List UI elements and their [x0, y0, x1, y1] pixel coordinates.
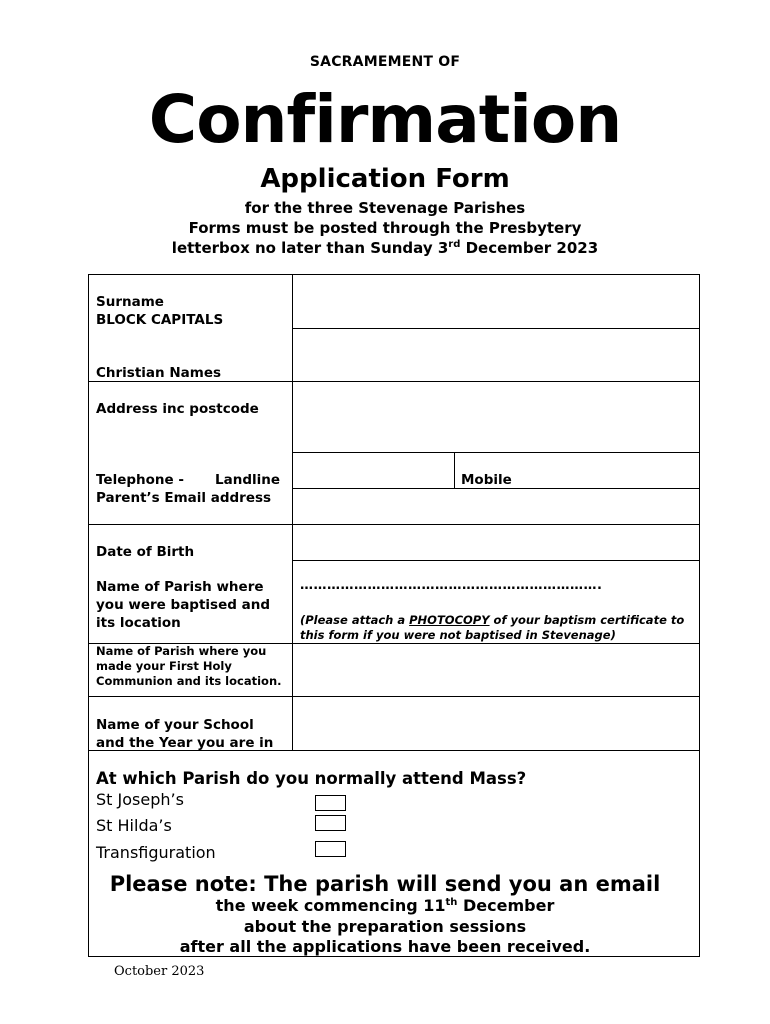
please-note-line-3: after all the applications have been received.: [179, 937, 591, 956]
christian-names-field[interactable]: [296, 331, 696, 379]
photocopy-emphasis: PHOTOCOPY: [409, 613, 490, 627]
mass-parish-question: At which Parish do you normally attend Mass?: [96, 769, 527, 788]
communion-label-line-1: Name of Parish where you: [96, 644, 267, 658]
baptism-parish-label: [96, 578, 270, 632]
surname-field[interactable]: [296, 278, 696, 326]
address-field[interactable]: [296, 384, 696, 450]
communion-label-line-3: Communion and its location.: [96, 674, 282, 688]
telephone-label: Telephone -: [96, 472, 184, 488]
please-note-heading: Please note: The parish will send you an email: [109, 872, 661, 896]
baptism-label-line-3: its location: [96, 615, 181, 631]
telephone-divider: [454, 452, 455, 488]
row-divider: [292, 328, 700, 329]
option-st-josephs-label: St Joseph’s: [96, 790, 184, 809]
deadline-text: letterbox no later than Sunday 3: [171, 239, 449, 257]
surname-label: [96, 293, 223, 329]
deadline-ordinal: rd: [448, 239, 461, 250]
baptism-label-line-2: you were baptised and: [96, 597, 270, 613]
please-note-line-2: about the preparation sessions: [243, 917, 527, 936]
surname-label-hint: BLOCK CAPITALS: [96, 312, 224, 328]
photocopy-note-text: (Please attach a: [300, 613, 410, 627]
christian-names-label: Christian Names: [96, 365, 222, 381]
intro-line-1: for the three Stevenage Parishes: [244, 199, 526, 217]
intro-line-3: [0, 238, 770, 258]
option-transfiguration-checkbox[interactable]: [315, 841, 346, 857]
dob-label: Date of Birth: [96, 544, 195, 560]
school-label-line-1: Name of your School: [96, 717, 254, 733]
school-label-line-2: and the Year you are in: [96, 735, 274, 751]
option-st-hildas-label: St Hilda’s: [96, 816, 172, 835]
please-note-week: the week commencing 11: [215, 896, 446, 915]
page-title: Confirmation: [148, 81, 622, 158]
table-border-left: [88, 274, 89, 957]
please-note-month: December: [457, 896, 555, 915]
intro-line-2: Forms must be posted through the Presbytery: [188, 219, 582, 237]
landline-label: Landline: [215, 472, 281, 488]
row-divider: [292, 452, 700, 453]
communion-parish-label: [96, 644, 282, 689]
landline-field[interactable]: [296, 455, 451, 486]
row-divider: [88, 696, 700, 697]
photocopy-note-text-end: of your baptism certificate to this form if you were not baptised in Stevenage): [300, 613, 685, 642]
footer-date: October 2023: [114, 964, 205, 979]
please-note-ordinal: th: [445, 897, 458, 908]
surname-label-text: Surname: [96, 294, 164, 310]
communion-label-line-2: made your First Holy: [96, 659, 232, 673]
row-divider: [88, 524, 700, 525]
mobile-field[interactable]: [520, 455, 696, 486]
option-st-hildas-checkbox[interactable]: [315, 815, 346, 831]
dob-field[interactable]: [296, 527, 696, 558]
school-field[interactable]: [296, 699, 696, 748]
table-column-divider: [292, 274, 293, 750]
deadline-month: December 2023: [460, 239, 599, 257]
baptism-label-line-1: Name of Parish where: [96, 579, 264, 595]
address-label: Address inc postcode: [96, 401, 259, 417]
row-divider: [292, 560, 700, 561]
please-note-line-1: [0, 896, 770, 916]
communion-parish-field[interactable]: [296, 646, 696, 694]
email-field[interactable]: [296, 491, 696, 522]
page-subtitle: Application Form: [260, 164, 510, 194]
baptism-parish-field[interactable]: ………………………………………………………….: [300, 578, 603, 593]
email-label: Parent’s Email address: [96, 490, 272, 506]
photocopy-note: [300, 613, 700, 643]
kicker-text: SACRAMEMENT OF: [309, 54, 461, 70]
table-border-top: [88, 274, 700, 275]
option-st-josephs-checkbox[interactable]: [315, 795, 346, 811]
school-label: [96, 716, 273, 752]
mobile-label: Mobile: [461, 472, 512, 488]
option-transfiguration-label: Transfiguration: [96, 843, 216, 862]
